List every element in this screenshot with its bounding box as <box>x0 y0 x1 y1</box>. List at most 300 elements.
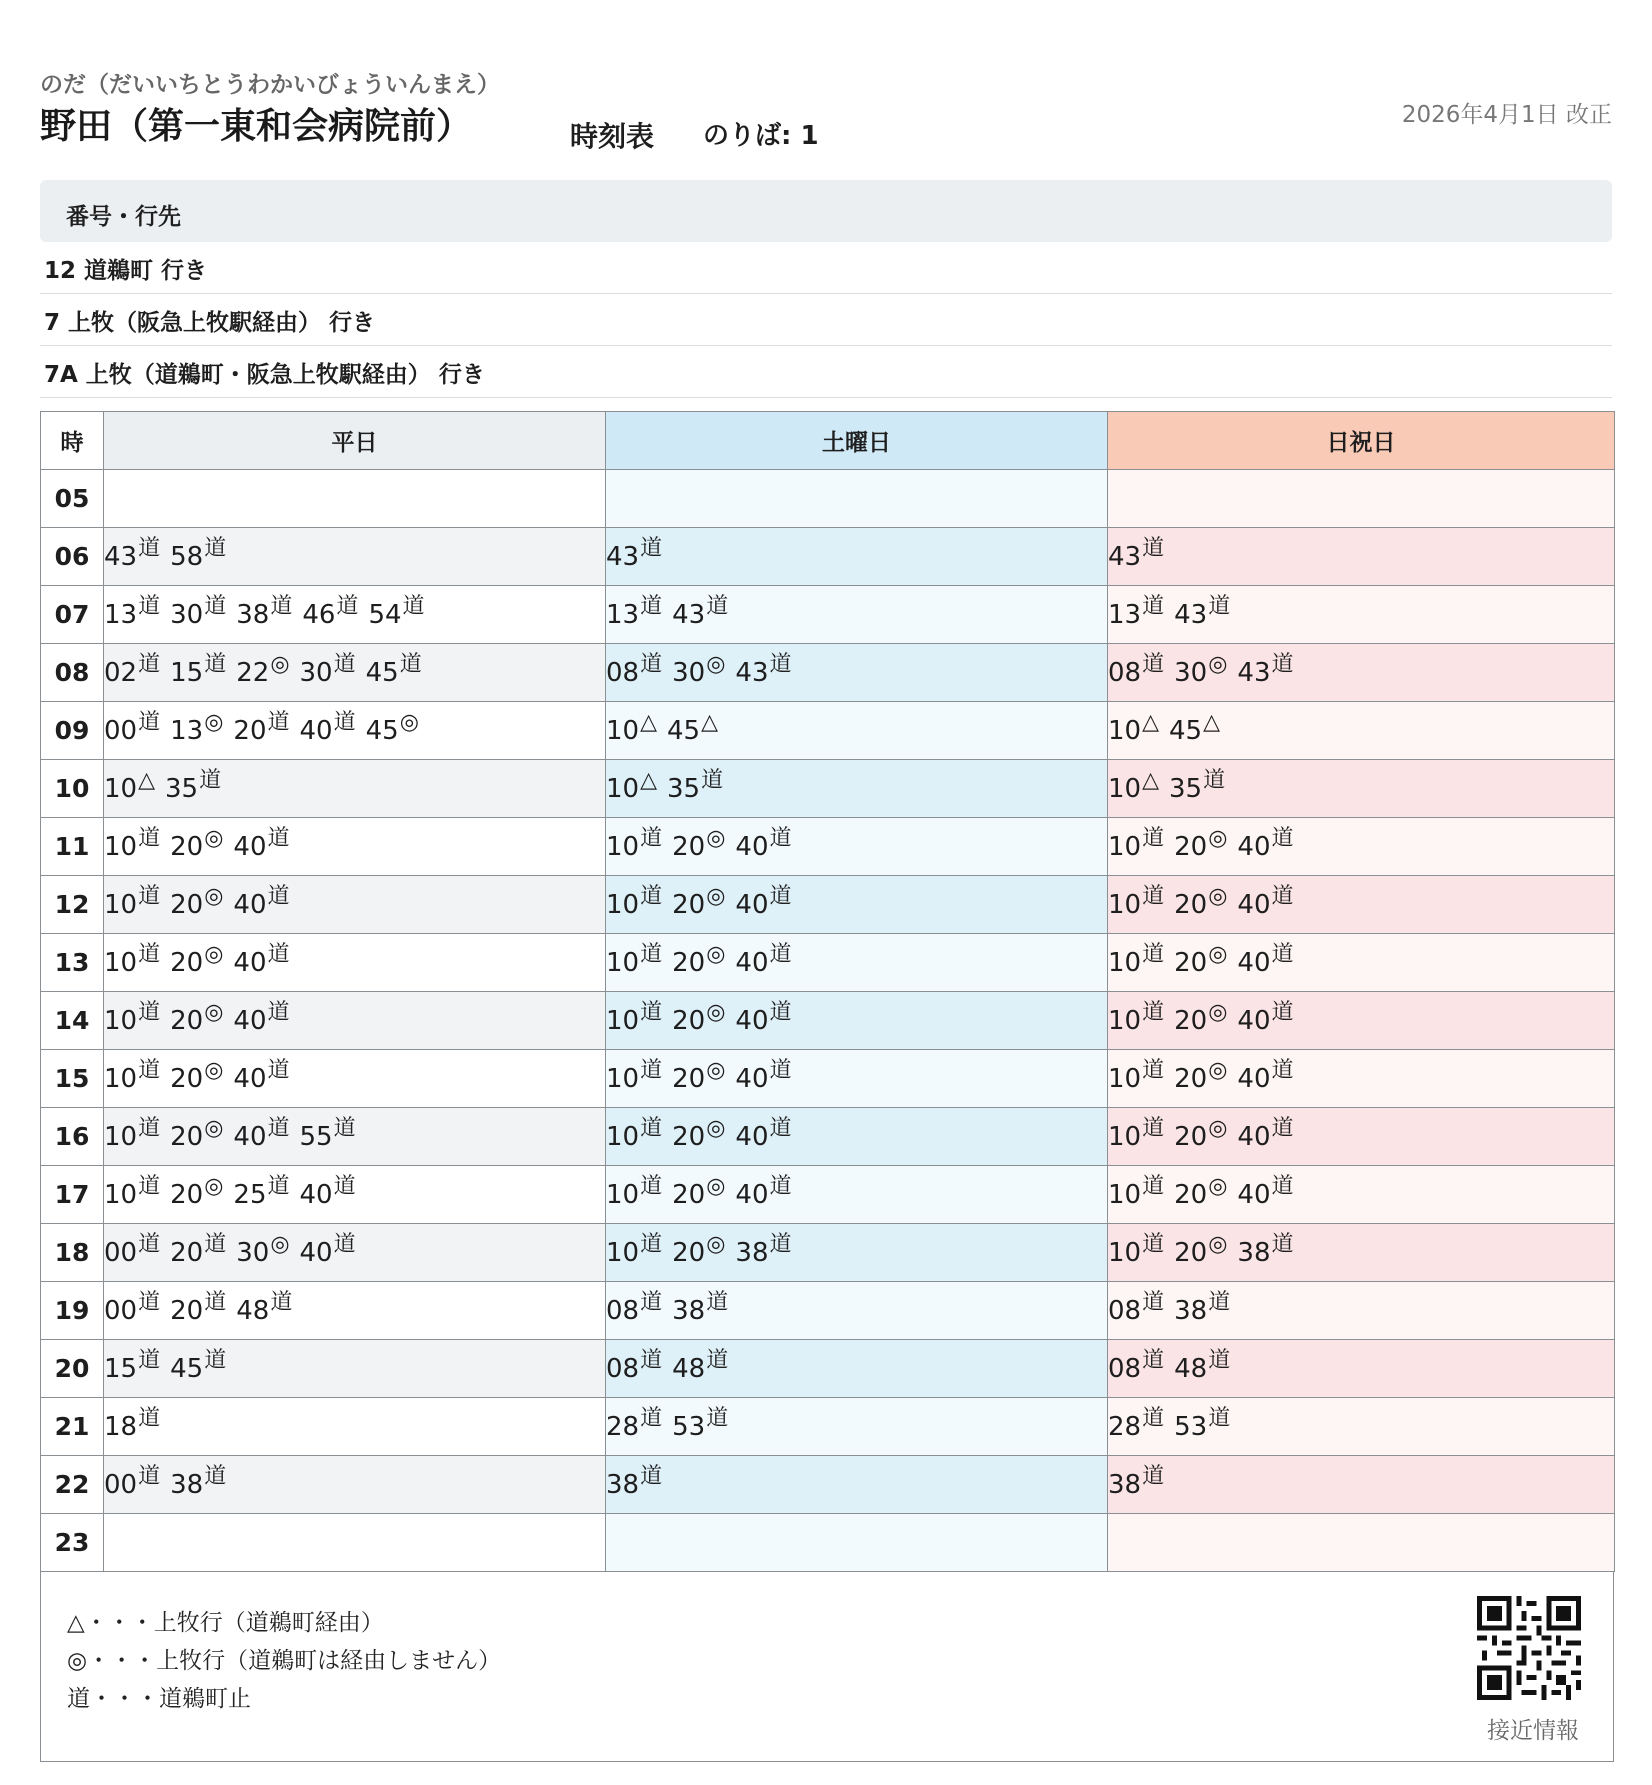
platform-label: のりば: 1 <box>703 121 819 151</box>
departure-time <box>1108 594 1165 630</box>
departure-minute: 38 <box>170 1470 204 1500</box>
departure-mark: 道 <box>769 942 792 967</box>
departure-time <box>1237 942 1294 978</box>
departure-time <box>672 1116 726 1152</box>
departure-minute: 10 <box>1108 890 1142 920</box>
holiday-departures-cell <box>1108 644 1615 702</box>
departure-mark: 道 <box>138 1232 161 1257</box>
weekday-departures-cell <box>104 934 606 992</box>
holiday-departures-cell <box>1108 702 1615 760</box>
departure-minute: 20 <box>672 1180 706 1210</box>
departure-minute: 10 <box>606 1064 640 1094</box>
departure-minute: 38 <box>672 1296 706 1326</box>
departure-time <box>1237 1058 1294 1094</box>
departure-mark: 道 <box>640 1116 663 1141</box>
departure-mark: 道 <box>769 1000 792 1025</box>
departure-mark: 道 <box>640 826 663 851</box>
saturday-departures-cell <box>606 1050 1108 1108</box>
departure-minute: 20 <box>672 1238 706 1268</box>
departure-mark: △ <box>1142 709 1160 735</box>
departure-minute: 15 <box>170 658 204 688</box>
hour-cell: 23 <box>41 1514 104 1572</box>
hour-cell: 08 <box>41 644 104 702</box>
departure-mark: 道 <box>769 1174 792 1199</box>
departure-time <box>735 884 792 920</box>
departure-time <box>672 826 726 862</box>
qr-code-icon[interactable] <box>1477 1596 1581 1700</box>
departure-minute: 53 <box>1174 1412 1208 1442</box>
departure-minute: 30 <box>299 658 333 688</box>
departure-time <box>104 942 161 978</box>
departure-minute: 20 <box>170 1296 204 1326</box>
departure-minute: 10 <box>1108 948 1142 978</box>
departure-minute: 40 <box>1237 1122 1271 1152</box>
weekday-departures-cell <box>104 1398 606 1456</box>
saturday-departures-cell <box>606 644 1108 702</box>
holiday-departures-cell <box>1108 876 1615 934</box>
departure-mark: 道 <box>1142 1290 1165 1315</box>
departure-mark: 道 <box>1271 884 1294 909</box>
departure-time <box>104 1348 161 1384</box>
departure-time <box>104 1290 161 1326</box>
hour-cell: 15 <box>41 1050 104 1108</box>
departure-time <box>735 942 792 978</box>
departure-minute: 08 <box>606 658 640 688</box>
departure-mark: 道 <box>640 1348 663 1373</box>
route-list-heading: 番号・行先 <box>66 204 181 230</box>
departure-time <box>170 536 227 572</box>
departure-time <box>299 652 356 688</box>
departure-time <box>1174 826 1228 862</box>
departure-time <box>1237 1000 1294 1036</box>
departure-mark: ◎ <box>706 826 726 851</box>
departure-mark: 道 <box>336 594 359 619</box>
departure-minute: 43 <box>735 658 769 688</box>
departure-minute: 10 <box>606 1180 640 1210</box>
departure-mark: △ <box>640 768 658 793</box>
departure-time <box>672 884 726 920</box>
column-header-weekday: 平日 <box>104 412 606 470</box>
departure-mark: 道 <box>138 710 161 735</box>
holiday-departures-cell <box>1108 818 1615 876</box>
departure-mark: 道 <box>1142 1000 1165 1025</box>
departure-minute: 13 <box>104 600 138 630</box>
departure-mark: ◎ <box>706 652 726 677</box>
departure-minute: 10 <box>606 890 640 920</box>
departure-minute: 40 <box>299 716 333 746</box>
revision-date: 2026年4月1日 改正 <box>1401 102 1612 128</box>
departure-minute: 15 <box>104 1354 138 1384</box>
departure-mark: 道 <box>1142 652 1165 677</box>
departure-mark: ◎ <box>1208 826 1228 851</box>
departure-time <box>1237 1174 1294 1210</box>
departure-minute: 10 <box>606 1122 640 1152</box>
departure-mark: 道 <box>204 652 227 677</box>
departure-mark: 道 <box>1271 1058 1294 1083</box>
holiday-departures-cell <box>1108 1050 1615 1108</box>
weekday-departures-cell <box>104 1282 606 1340</box>
departure-minute: 40 <box>233 1006 267 1036</box>
timetable-grid <box>40 411 1615 1572</box>
departure-minute: 40 <box>299 1180 333 1210</box>
departure-minute: 10 <box>606 1006 640 1036</box>
departure-mark: ◎ <box>706 1116 726 1141</box>
hour-cell: 05 <box>41 470 104 528</box>
departure-time <box>299 1232 356 1268</box>
departure-time <box>302 594 359 630</box>
holiday-departures-cell <box>1108 760 1615 818</box>
departure-time <box>170 884 224 920</box>
departure-minute: 43 <box>672 600 706 630</box>
departure-mark: 道 <box>1142 884 1165 909</box>
departure-minute: 20 <box>170 948 204 978</box>
departure-mark: 道 <box>769 652 792 677</box>
departure-mark: △ <box>1203 709 1221 735</box>
departure-time <box>606 826 663 862</box>
departure-time <box>1169 709 1221 746</box>
weekday-departures-cell <box>104 644 606 702</box>
saturday-departures-cell <box>606 1514 1108 1572</box>
weekday-departures-cell <box>104 760 606 818</box>
departure-time <box>606 1174 663 1210</box>
departure-mark: 道 <box>640 1290 663 1315</box>
saturday-departures-cell <box>606 1456 1108 1514</box>
saturday-departures-cell <box>606 876 1108 934</box>
hour-cell: 22 <box>41 1456 104 1514</box>
departure-mark: 道 <box>640 1058 663 1083</box>
departure-minute: 43 <box>1237 658 1271 688</box>
departure-minute: 20 <box>1174 890 1208 920</box>
departure-time <box>104 1000 161 1036</box>
departure-time <box>1108 1348 1165 1384</box>
departure-time <box>1174 1348 1231 1384</box>
route-item <box>40 294 1612 346</box>
departure-time <box>236 1232 290 1268</box>
departure-minute: 10 <box>1108 1006 1142 1036</box>
departure-time <box>170 1464 227 1500</box>
departure-mark: ◎ <box>706 884 726 909</box>
departure-minute: 20 <box>170 1122 204 1152</box>
departure-time <box>735 1232 792 1268</box>
departure-time <box>1108 1290 1165 1326</box>
table-row <box>41 1514 1615 1572</box>
weekday-departures-cell <box>104 1514 606 1572</box>
departure-time <box>606 1290 663 1326</box>
table-row <box>41 818 1615 876</box>
departure-mark: 道 <box>1271 1232 1294 1257</box>
departure-mark: 道 <box>1271 1116 1294 1141</box>
weekday-departures-cell <box>104 818 606 876</box>
departure-mark: 道 <box>1142 1232 1165 1257</box>
departure-time <box>1108 652 1165 688</box>
departure-minute: 58 <box>170 542 204 572</box>
departure-minute: 13 <box>1108 600 1142 630</box>
departure-minute: 10 <box>1108 832 1142 862</box>
departure-mark: 道 <box>267 710 290 735</box>
departure-mark: ◎ <box>270 1232 290 1257</box>
departure-minute: 38 <box>1174 1296 1208 1326</box>
departure-mark: 道 <box>270 594 293 619</box>
table-row <box>41 644 1615 702</box>
holiday-departures-cell <box>1108 528 1615 586</box>
route-item-label: 7A 上牧（道鵜町・阪急上牧駅経由） 行き <box>44 362 485 388</box>
departure-mark: 道 <box>138 594 161 619</box>
departure-minute: 10 <box>104 1064 138 1094</box>
departure-mark: 道 <box>1142 1348 1165 1373</box>
departure-mark: 道 <box>267 1058 290 1083</box>
departure-time <box>672 1000 726 1036</box>
legend-item-double-circle: ◎・・・上牧行（道鵜町は経由しません） <box>67 1648 502 1674</box>
saturday-departures-cell <box>606 992 1108 1050</box>
departure-minute: 10 <box>104 1122 138 1152</box>
departure-mark: ◎ <box>204 1174 224 1199</box>
departure-mark: 道 <box>267 884 290 909</box>
departure-mark: 道 <box>1142 1464 1165 1489</box>
departure-time <box>1108 709 1160 746</box>
departure-minute: 28 <box>1108 1412 1142 1442</box>
departure-mark: 道 <box>640 1406 663 1431</box>
weekday-departures-cell <box>104 1224 606 1282</box>
holiday-departures-cell <box>1108 1456 1615 1514</box>
weekday-departures-cell <box>104 1166 606 1224</box>
departure-mark: ◎ <box>204 942 224 967</box>
departure-minute: 35 <box>165 774 199 804</box>
departure-mark: 道 <box>1142 1058 1165 1083</box>
hour-cell: 10 <box>41 760 104 818</box>
departure-minute: 20 <box>672 1006 706 1036</box>
departure-time <box>672 942 726 978</box>
departure-mark: ◎ <box>1208 1000 1228 1025</box>
weekday-departures-cell <box>104 1108 606 1166</box>
departure-mark: 道 <box>204 1232 227 1257</box>
departure-minute: 20 <box>1174 1122 1208 1152</box>
table-row <box>41 1282 1615 1340</box>
holiday-departures-cell <box>1108 934 1615 992</box>
departure-minute: 10 <box>606 715 640 746</box>
departure-mark: △ <box>138 768 156 793</box>
departure-time <box>606 1232 663 1268</box>
saturday-departures-cell <box>606 818 1108 876</box>
departure-minute: 38 <box>1237 1238 1271 1268</box>
departure-mark: 道 <box>333 652 356 677</box>
table-row <box>41 470 1615 528</box>
departure-minute: 20 <box>1174 1006 1208 1036</box>
departure-minute: 20 <box>170 832 204 862</box>
departure-minute: 08 <box>1108 658 1142 688</box>
departure-mark: ◎ <box>1208 1232 1228 1257</box>
weekday-departures-cell <box>104 586 606 644</box>
hour-cell: 19 <box>41 1282 104 1340</box>
departure-minute: 40 <box>735 832 769 862</box>
saturday-departures-cell <box>606 586 1108 644</box>
departure-time <box>165 768 222 804</box>
departure-time <box>1108 1232 1165 1268</box>
departure-mark: ◎ <box>204 1058 224 1083</box>
departure-time <box>170 710 224 746</box>
departure-mark: 道 <box>138 1406 161 1431</box>
departure-mark: △ <box>1142 768 1160 793</box>
departure-mark: 道 <box>640 884 663 909</box>
departure-mark: ◎ <box>706 1174 726 1199</box>
table-row <box>41 1108 1615 1166</box>
departure-minute: 20 <box>1174 1180 1208 1210</box>
departure-time <box>299 1174 356 1210</box>
departure-mark: ◎ <box>1208 942 1228 967</box>
departure-time <box>236 594 293 630</box>
departure-minute: 10 <box>1108 774 1142 804</box>
weekday-departures-cell <box>104 876 606 934</box>
departure-time <box>735 826 792 862</box>
departure-minute: 38 <box>236 600 270 630</box>
departure-time <box>672 1348 729 1384</box>
departure-time <box>672 1174 726 1210</box>
departure-mark: 道 <box>199 768 222 793</box>
departure-time <box>606 709 658 746</box>
saturday-departures-cell <box>606 470 1108 528</box>
table-row <box>41 876 1615 934</box>
departure-mark: ◎ <box>204 884 224 909</box>
departure-minute: 10 <box>606 1238 640 1268</box>
departure-time <box>104 1058 161 1094</box>
departure-mark: 道 <box>333 1116 356 1141</box>
departure-mark: ◎ <box>1208 652 1228 677</box>
departure-minute: 13 <box>606 600 640 630</box>
route-item <box>40 242 1612 294</box>
departure-time <box>1174 1406 1231 1442</box>
saturday-departures-cell <box>606 528 1108 586</box>
departure-mark: △ <box>701 709 719 735</box>
departure-time <box>104 652 161 688</box>
departure-mark: 道 <box>267 942 290 967</box>
hour-cell: 21 <box>41 1398 104 1456</box>
table-row <box>41 934 1615 992</box>
departure-minute: 08 <box>1108 1296 1142 1326</box>
departure-minute: 43 <box>1174 600 1208 630</box>
departure-minute: 40 <box>1237 832 1271 862</box>
departure-time <box>735 652 792 688</box>
departure-minute: 40 <box>233 832 267 862</box>
departure-time <box>606 1464 663 1500</box>
departure-time <box>1237 1232 1294 1268</box>
departure-time <box>365 710 419 746</box>
departure-mark: 道 <box>640 1464 663 1489</box>
departure-mark: 道 <box>640 652 663 677</box>
departure-time <box>1174 1290 1231 1326</box>
route-item-label: 7 上牧（阪急上牧駅経由） 行き <box>44 310 376 336</box>
departure-time <box>233 884 290 920</box>
departure-minute: 40 <box>1237 1064 1271 1094</box>
departure-minute: 48 <box>672 1354 706 1384</box>
departure-time <box>170 1290 227 1326</box>
departure-minute: 30 <box>1174 658 1208 688</box>
departure-time <box>606 1000 663 1036</box>
saturday-departures-cell <box>606 1340 1108 1398</box>
departure-time <box>233 1174 290 1210</box>
departure-mark: 道 <box>706 594 729 619</box>
departure-time <box>104 884 161 920</box>
departure-mark: 道 <box>1208 1406 1231 1431</box>
departure-mark: 道 <box>270 1290 293 1315</box>
departure-mark: 道 <box>333 1174 356 1199</box>
saturday-departures-cell <box>606 1398 1108 1456</box>
table-row <box>41 586 1615 644</box>
departure-time <box>170 942 224 978</box>
hour-cell: 20 <box>41 1340 104 1398</box>
departure-time <box>170 1174 224 1210</box>
departure-mark: 道 <box>267 1174 290 1199</box>
weekday-departures-cell <box>104 1456 606 1514</box>
departure-mark: 道 <box>1142 1406 1165 1431</box>
departure-minute: 20 <box>672 832 706 862</box>
departure-mark: 道 <box>333 1232 356 1257</box>
departure-time <box>236 1290 293 1326</box>
departure-minute: 20 <box>170 1006 204 1036</box>
departure-mark: 道 <box>769 1116 792 1141</box>
hour-cell: 07 <box>41 586 104 644</box>
departure-time <box>236 652 290 688</box>
departure-minute: 20 <box>672 1122 706 1152</box>
departure-mark: 道 <box>1271 942 1294 967</box>
departure-mark: 道 <box>138 1464 161 1489</box>
departure-minute: 10 <box>104 774 138 804</box>
departure-time <box>667 768 724 804</box>
table-row <box>41 1398 1615 1456</box>
departure-mark: ◎ <box>270 652 290 677</box>
saturday-departures-cell <box>606 1224 1108 1282</box>
departure-time <box>1174 1232 1228 1268</box>
departure-mark: 道 <box>138 1348 161 1373</box>
column-header-holiday: 日祝日 <box>1108 412 1615 470</box>
departure-time <box>1108 1116 1165 1152</box>
saturday-departures-cell <box>606 760 1108 818</box>
departure-minute: 28 <box>606 1412 640 1442</box>
departure-minute: 20 <box>1174 948 1208 978</box>
departure-mark: 道 <box>138 942 161 967</box>
departure-mark: ◎ <box>706 1232 726 1257</box>
departure-mark: 道 <box>1203 768 1226 793</box>
departure-time <box>672 1232 726 1268</box>
departure-minute: 45 <box>365 658 399 688</box>
departure-minute: 40 <box>233 948 267 978</box>
departure-minute: 10 <box>1108 1180 1142 1210</box>
departure-minute: 20 <box>170 1064 204 1094</box>
departure-time <box>606 942 663 978</box>
departure-minute: 10 <box>1108 1238 1142 1268</box>
departure-minute: 40 <box>233 1122 267 1152</box>
departure-time <box>104 594 161 630</box>
departure-minute: 08 <box>606 1354 640 1384</box>
departure-mark: 道 <box>1142 826 1165 851</box>
departure-minute: 13 <box>170 716 204 746</box>
legend-item-michi: 道・・・道鵜町止 <box>67 1686 251 1712</box>
departure-minute: 30 <box>170 600 204 630</box>
departure-minute: 40 <box>299 1238 333 1268</box>
holiday-departures-cell <box>1108 1514 1615 1572</box>
departure-mark: 道 <box>640 1174 663 1199</box>
departure-time <box>735 1116 792 1152</box>
departure-mark: 道 <box>138 826 161 851</box>
departure-time <box>104 536 161 572</box>
departure-time <box>104 710 161 746</box>
holiday-departures-cell <box>1108 992 1615 1050</box>
departure-mark: 道 <box>138 1058 161 1083</box>
departure-mark: 道 <box>267 826 290 851</box>
departure-minute: 20 <box>672 948 706 978</box>
departure-time <box>1174 942 1228 978</box>
departure-time <box>233 1116 290 1152</box>
hour-cell: 12 <box>41 876 104 934</box>
departure-minute: 40 <box>735 948 769 978</box>
